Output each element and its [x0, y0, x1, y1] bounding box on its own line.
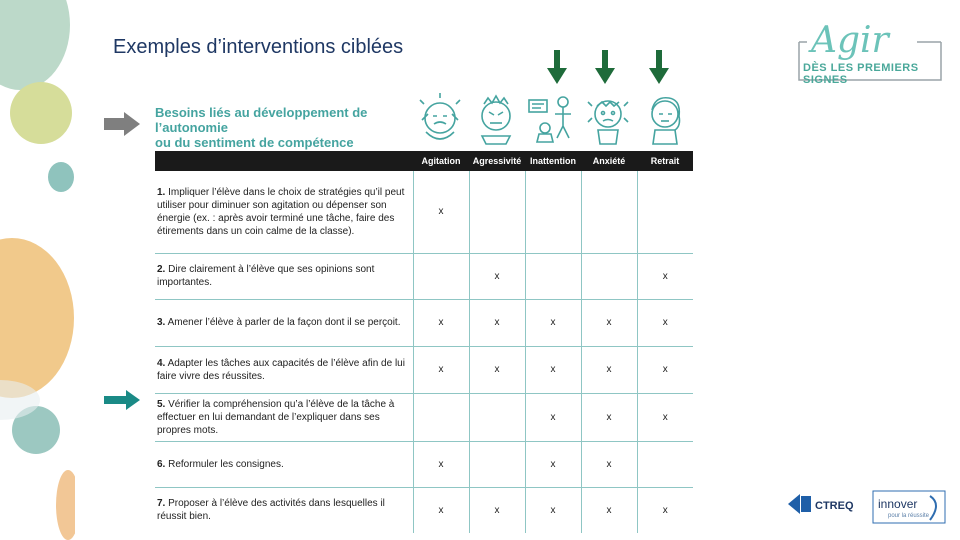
page-title: Exemples d’interventions ciblées — [113, 36, 404, 58]
column-header: Inattention — [525, 151, 581, 171]
mark-cell: x — [469, 487, 525, 533]
mark-cell: x — [637, 299, 693, 346]
mark-cell — [581, 171, 637, 253]
right-arrow-icon — [104, 112, 140, 136]
row-text: 4. Adapter les tâches aux capacités de l’élève afin de lui faire vivre des réussites. — [155, 346, 413, 393]
mark-cell: x — [581, 393, 637, 441]
table-row — [155, 299, 693, 346]
column-header: Retrait — [637, 151, 693, 171]
mark-cell: x — [413, 171, 469, 253]
right-arrow-icon — [104, 388, 140, 412]
mark-cell — [413, 253, 469, 299]
aggressivity-face-icon — [472, 92, 520, 146]
decorative-circles — [0, 0, 75, 540]
column-header: Anxiété — [581, 151, 637, 171]
mark-cell: x — [413, 346, 469, 393]
innover-text: innover — [878, 497, 918, 511]
interventions-table — [155, 151, 693, 533]
mark-cell — [413, 393, 469, 441]
mark-cell: x — [581, 487, 637, 533]
agitation-face-icon — [416, 92, 464, 146]
logo-subtitle: DÈS LES PREMIERS SIGNES — [803, 62, 919, 86]
mark-cell — [581, 253, 637, 299]
mark-cell: x — [637, 253, 693, 299]
mark-cell: x — [469, 299, 525, 346]
mark-cell: x — [581, 441, 637, 487]
row-text: 7. Proposer à l’élève des activités dans lesquelles il réussit bien. — [157, 498, 385, 523]
table-row — [155, 171, 693, 253]
row-text: 5. Vérifier la compréhension qu’a l’élève de la tâche à effectuer en lui demandant de l’expliquer dans ses propres mots. — [155, 393, 413, 441]
mark-cell — [525, 253, 581, 299]
column-header: Agressivité — [469, 151, 525, 171]
ctreq-logo — [788, 492, 858, 516]
mark-cell: x — [525, 487, 581, 533]
mark-cell: x — [637, 346, 693, 393]
needs-title — [155, 105, 413, 150]
mark-cell — [469, 393, 525, 441]
down-arrow-icon — [595, 50, 615, 84]
row-text: 2. Dire clairement à l’élève que ses opinions sont importantes. — [155, 253, 413, 299]
mark-cell: x — [525, 299, 581, 346]
mark-cell — [525, 171, 581, 253]
mark-cell — [469, 441, 525, 487]
mark-cell: x — [637, 487, 693, 533]
table-header-row — [155, 151, 693, 171]
mark-cell: x — [637, 393, 693, 441]
header-blank — [155, 151, 413, 171]
withdrawal-face-icon — [641, 92, 689, 146]
mark-cell: x — [469, 253, 525, 299]
needs-title-line2: ou du sentiment de compétence — [155, 135, 354, 150]
anxiety-face-icon — [584, 92, 632, 146]
down-arrow-icon — [547, 50, 567, 84]
ctreq-text: CTREQ — [815, 500, 854, 512]
innover-logo — [872, 490, 946, 524]
innover-subtext: pour la réussite — [888, 513, 930, 519]
table-row — [155, 253, 693, 299]
mark-cell — [637, 171, 693, 253]
mark-cell: x — [413, 487, 469, 533]
row-text: 1. Impliquer l’élève dans le choix de stratégies qu’il peut utiliser pour diminuer son agitation ou dépenser son énergie (ex. : après avoir terminé une tâche, faire des étirements dans un coin calme de la classe). — [155, 171, 413, 253]
mark-cell: x — [525, 441, 581, 487]
table-row — [155, 487, 693, 533]
mark-cell: x — [413, 441, 469, 487]
table-row — [155, 393, 693, 441]
logo-main-text: Agir — [811, 20, 889, 61]
column-header: Agitation — [413, 151, 469, 171]
mark-cell: x — [525, 346, 581, 393]
needs-title-line1: Besoins liés au développement de l’autonomie — [155, 105, 368, 135]
mark-cell: x — [581, 299, 637, 346]
mark-cell: x — [525, 393, 581, 441]
mark-cell: x — [413, 299, 469, 346]
inattention-icon — [527, 92, 575, 146]
mark-cell: x — [581, 346, 637, 393]
row-text: 6. Reformuler les consignes. — [155, 441, 413, 487]
row-text: 3. Amener l’élève à parler de la façon dont il se perçoit. — [155, 299, 413, 346]
down-arrow-icon — [649, 50, 669, 84]
table-row — [155, 441, 693, 487]
mark-cell — [469, 171, 525, 253]
table-row — [155, 346, 693, 393]
mark-cell — [637, 441, 693, 487]
mark-cell: x — [469, 346, 525, 393]
